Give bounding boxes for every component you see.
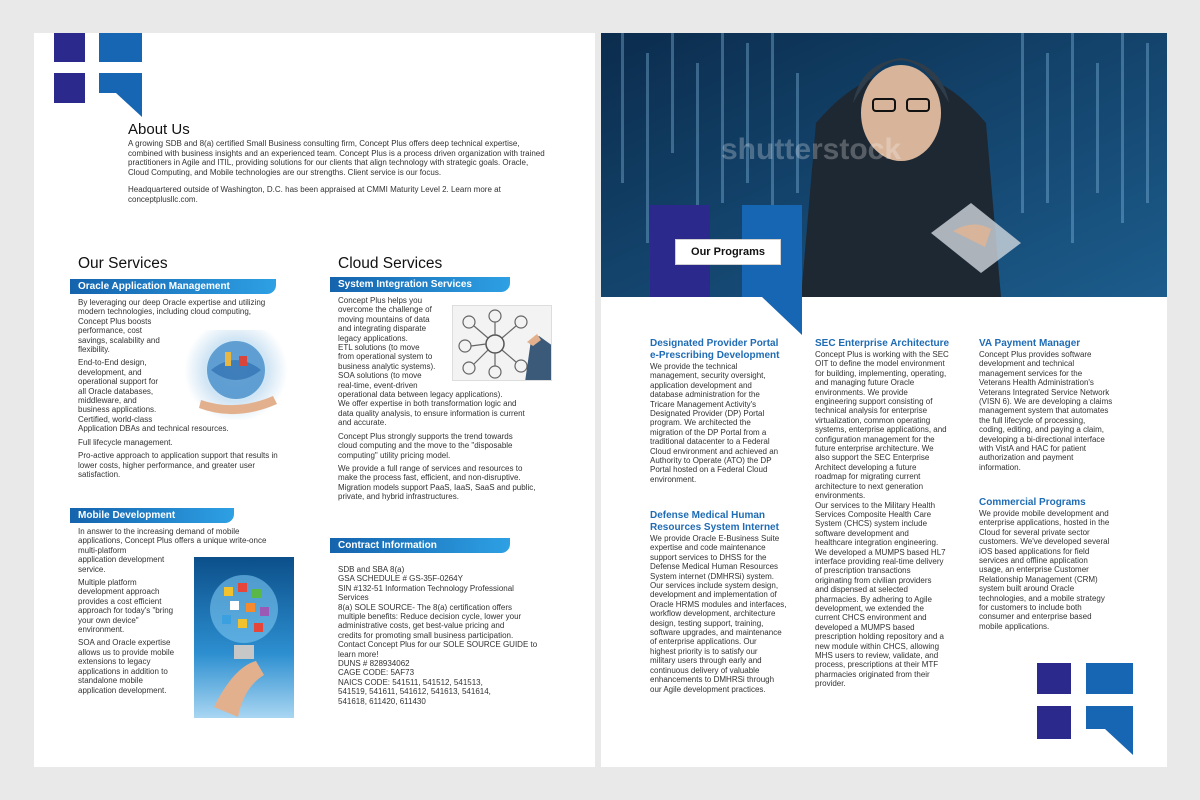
text-line: also support the SEC Enterprise	[815, 453, 930, 463]
text-line: Designated Provider (DP) Portal	[650, 409, 765, 419]
cloud-services-heading: Cloud Services	[338, 255, 443, 272]
text-line: future enterprise architecture. We	[815, 444, 934, 454]
text-line: 541519, 541611, 541612, 541613, 541614,	[338, 687, 491, 697]
text-line: NAICS CODE: 541511, 541512, 541513,	[338, 677, 483, 687]
hero-watermark: shutterstock	[721, 133, 902, 166]
commercial-text	[979, 509, 1149, 631]
text-line: Resources System Internet	[650, 521, 779, 533]
text-line: Relationship Management (CRM)	[979, 574, 1098, 584]
text-line: continuous delivery of valuable	[650, 665, 760, 675]
text-line: usage, an enterprise Customer	[979, 565, 1089, 575]
text-line: migration of the DP Portal from a	[650, 427, 767, 437]
text-line: provider.	[815, 679, 846, 689]
text-line: expertise and code maintenance	[650, 543, 766, 553]
text-line: 541618, 611420, 611430	[338, 696, 426, 706]
text-line: e-Prescribing Development	[650, 349, 780, 361]
text-line: approach for today's "bring	[78, 606, 174, 616]
oracle-text: By leveraging our deep Oracle expertise and utilizing modern technologies, including cloud computing, Concept Plus boosts performance, cost savings, scalability and flexibility. End-to-End design, development, and operational support for all Oracle databases, middleware, and business applications. Certified, world-class Application DBAs and technical resources. Full lifecycle management. Pro-active approach to application support that results in lower costs, higher performance, and greater user satisfaction.	[78, 298, 298, 483]
dmhrs-title	[650, 510, 810, 533]
commercial-title	[979, 497, 1149, 509]
globe-in-hand-image	[181, 330, 291, 420]
text-line: extensions to legacy	[78, 657, 151, 667]
text-line: Oracle HRMS modules and interfaces,	[650, 599, 787, 609]
text-line: MHS users to review, validate, and	[815, 651, 939, 660]
dp-portal-text	[650, 362, 810, 484]
text-line: Veterans Health Administration's	[979, 378, 1094, 388]
text-line: technical analysis for enterprise	[815, 406, 928, 416]
text-line: applications, Concept Plus offers a unique write-once	[78, 536, 267, 546]
text-line: of prescription transactions	[815, 566, 911, 576]
text-line: your own device"	[78, 615, 139, 625]
text-line: Concept Plus is working with the SEC	[815, 350, 949, 359]
text-line: make the process fast, efficient, and non-disruptive.	[338, 473, 521, 483]
text-line: Certified, world-class	[78, 414, 153, 424]
text-line: lower costs, higher performance, and greater user	[78, 460, 255, 470]
text-line: highest priority is to satisfy our	[650, 646, 758, 656]
text-line: design, testing support, training,	[650, 618, 764, 628]
text-line: Defense Medical Human	[650, 510, 766, 521]
text-line: software upgrades, and maintenance	[650, 628, 782, 638]
contract-information-text	[338, 565, 558, 710]
text-line: for building, implementing, operating,	[815, 368, 947, 378]
our-programs-label: Our Programs	[675, 239, 781, 265]
text-line: Defense Medical Human Resources	[650, 562, 779, 572]
text-line: workflow development, architecture	[650, 609, 776, 619]
text-line: Services Composite Health Care	[815, 509, 932, 519]
programs-logo-icon	[650, 205, 802, 335]
text-line: We provide the technical	[650, 362, 738, 371]
text-line: database administration for the	[650, 390, 760, 400]
about-us-heading: About Us	[128, 121, 190, 138]
text-line: management services for the	[979, 368, 1083, 378]
text-line: cloud computing and the move to the "disposable	[338, 441, 513, 451]
text-line: services and offline application	[979, 556, 1088, 566]
text-line: traditional datacenter to a Federal	[650, 437, 770, 447]
text-line: In answer to the increasing demand of mobile	[78, 527, 240, 536]
text-line: Migration models support PaaS, IaaS, SaaS and public,	[338, 482, 536, 492]
about-us-text	[128, 139, 548, 213]
va-title	[979, 338, 1149, 350]
text-line: originating from civilian providers	[815, 575, 932, 585]
text-line: (VISN 6). We are developing a claims	[979, 397, 1113, 407]
text-line: Contact Concept Plus for our SOLE SOURCE GUIDE to	[338, 640, 538, 650]
text-line: GSA SCHEDULE # GS-35F-0264Y	[338, 574, 463, 584]
text-line: environments.	[815, 491, 866, 501]
text-line: Pro-active approach to application support that results in	[78, 451, 278, 461]
text-line: SIN #132-51 Information Technology Professional	[338, 583, 514, 593]
text-line: coding, editing, and paying a claim,	[979, 425, 1104, 435]
text-line: Concept Plus boosts	[78, 316, 152, 326]
text-line: virtualization, common operating	[815, 415, 931, 425]
text-line: flexibility.	[78, 345, 110, 355]
mobile-bar: Mobile Development	[70, 508, 234, 523]
text-line: all Oracle databases,	[78, 386, 154, 396]
text-line: program. We architected the	[650, 418, 751, 428]
text-line: enhancements to DMHRSi through	[650, 675, 775, 685]
text-line: operational support for	[78, 377, 159, 387]
text-line: prescription holding repository and a	[815, 632, 944, 642]
text-line: and managing future Oracle	[815, 378, 915, 388]
text-line: data quality analysis, to ensure information is current	[338, 408, 525, 418]
text-line: for customers to include both	[979, 603, 1082, 613]
text-line: business analytic systems).	[338, 361, 436, 371]
text-line: multi-platform	[78, 545, 127, 555]
text-line: Authority to Operate (ATO) the DP	[650, 456, 772, 466]
text-line: ETL solutions (to move	[338, 343, 420, 353]
text-line: modern technologies, including cloud computing,	[78, 307, 251, 317]
text-line: Application DBAs and technical resources.	[78, 424, 229, 434]
text-line: DUNS # 828934062	[338, 659, 410, 669]
text-line: real-time, event-driven	[338, 380, 418, 390]
text-line: application development.	[78, 685, 167, 695]
text-line: roadmap for migrating current	[815, 472, 921, 482]
text-line: developed a MUMPS based	[815, 622, 915, 632]
text-line: allows us to provide mobile	[78, 647, 175, 657]
text-line: management, security oversight,	[650, 371, 766, 381]
text-line: current CHCS environment and	[815, 613, 927, 623]
text-line: operational data between legacy applications).	[338, 390, 503, 400]
text-line: private, and hybrid infrastructures.	[338, 492, 459, 502]
text-line: mobile applications.	[979, 621, 1050, 631]
text-line: We provide mobile development and	[979, 509, 1109, 518]
text-line: OIT to define the model environment	[815, 359, 945, 369]
text-line: technologies, and a mobile strategy	[979, 593, 1105, 603]
text-line: applications in addition to	[78, 666, 168, 676]
text-line: with VistA and HAC for patient	[979, 444, 1087, 454]
text-line: credits for promoting small business participation.	[338, 630, 514, 640]
footer-logo-icon	[1037, 663, 1133, 755]
text-line: System (CHCS) system include	[815, 519, 928, 529]
text-line: savings, scalability and	[78, 335, 160, 345]
text-line: middleware, and	[78, 396, 137, 406]
left-page	[34, 33, 595, 767]
text-line: from operational system to	[338, 352, 433, 362]
text-line: interface providing real-time delivery	[815, 556, 944, 566]
touchscreen-diagram-image	[452, 305, 552, 381]
text-line: performance, cost	[78, 326, 143, 336]
text-line: System internet (DMHRSi) system.	[650, 571, 775, 581]
text-line: application development and	[650, 380, 752, 390]
concept-plus-logo-icon	[54, 33, 142, 117]
text-line: architecture to next generation	[815, 481, 924, 491]
contract-information-bar: Contract Information	[330, 538, 510, 553]
text-line: standalone mobile	[78, 676, 143, 686]
text-line: Concept Plus strongly supports the trend towards	[338, 431, 513, 441]
text-line: information.	[979, 462, 1021, 472]
text-line: We developed a MUMPS based HL7	[815, 547, 946, 557]
text-line: SEC Enterprise Architecture	[815, 338, 950, 349]
text-line: configuration management for the	[815, 434, 935, 444]
text-line: SDB and SBA 8(a)	[338, 565, 405, 574]
text-line: environments. We provide	[815, 387, 908, 397]
text-line: application development	[78, 555, 165, 565]
text-line: provides a cost efficient	[78, 596, 162, 606]
sec-text	[815, 350, 975, 689]
text-line: Our services include system design,	[650, 581, 779, 591]
text-line: developing a bi-directional interface	[979, 434, 1105, 444]
text-line: We provide Oracle E-Business Suite	[650, 534, 780, 543]
about-paragraph-2: Headquartered outside of Washington, D.C. has been appraised at CMMI Maturity Level 2. Learn more at conceptplusllc.com.	[128, 185, 501, 204]
text-line: authorization and payment	[979, 453, 1074, 463]
text-line: environment.	[78, 625, 125, 635]
oracle-bar: Oracle Application Management	[70, 279, 276, 294]
text-line: Commercial Programs	[979, 497, 1086, 508]
text-line: management system that automates	[979, 406, 1109, 416]
dmhrs-text	[650, 534, 810, 694]
text-line: By leveraging our deep Oracle expertise and utilizing	[78, 298, 266, 307]
text-line: development, we extended the	[815, 603, 924, 613]
lightbulb-icon	[194, 557, 294, 718]
text-line: Services	[338, 593, 369, 603]
text-line: learn more!	[338, 649, 379, 659]
text-line: Our services to the Military Health	[815, 500, 936, 510]
text-line: pharmacies originated from their	[815, 669, 930, 679]
text-line: We provide a full range of services and resources to	[338, 463, 523, 473]
va-text	[979, 350, 1149, 472]
text-line: software development and	[815, 528, 909, 538]
text-line: consumer and enterprise based	[979, 612, 1092, 622]
text-line: development and implementation of	[650, 590, 777, 600]
globe-icon	[181, 330, 291, 420]
text-line: and accurate.	[338, 418, 387, 428]
text-line: CAGE CODE: 5AF73	[338, 668, 415, 678]
text-line: our Agile development practices.	[650, 684, 766, 694]
text-line: development, and	[78, 367, 142, 377]
text-line: Designated Provider Portal	[650, 338, 779, 349]
text-line: pharmacies. By adhering to Agile	[815, 594, 932, 604]
text-line: development approach	[78, 587, 160, 597]
text-line: SOA solutions (to move	[338, 371, 422, 381]
text-line: development and technical	[979, 359, 1075, 369]
text-line: systems, enterprise applications, and	[815, 425, 947, 435]
text-line: moving mountains of data	[338, 314, 430, 324]
text-line: enterprise applications, hosted in the	[979, 518, 1110, 528]
text-line: legacy applications.	[338, 333, 408, 343]
text-line: and integrating disparate	[338, 324, 427, 334]
text-line: business applications.	[78, 405, 157, 415]
text-line: Cloud environment and achieved an	[650, 446, 779, 456]
text-line: iOS based applications for field	[979, 546, 1090, 556]
text-line: We offer expertise in both transformation logic and	[338, 399, 517, 409]
text-line: overcome the challenge of	[338, 305, 432, 315]
text-line: environment.	[650, 474, 697, 484]
text-line: multiple benefits: Reduce decision cycle, lower your	[338, 612, 522, 622]
text-line: military users through early and	[650, 656, 762, 666]
text-line: new module within CHCS, allowing	[815, 641, 940, 651]
text-line: Cloud for several private sector	[979, 527, 1090, 537]
text-line: End-to-End design,	[78, 358, 147, 368]
text-line: system built around Oracle	[979, 584, 1075, 594]
text-line: 8(a) SOLE SOURCE- The 8(a) certification offers	[338, 602, 512, 612]
text-line: and dispensed at selected	[815, 585, 908, 595]
sec-title	[815, 338, 975, 350]
text-line: service.	[78, 564, 106, 574]
text-line: Concept Plus provides software	[979, 350, 1092, 359]
text-line: Multiple platform	[78, 578, 137, 588]
text-line: healthcare integration engineering.	[815, 538, 939, 548]
text-line: the full lifecycle of processing,	[979, 415, 1086, 425]
text-line: SOA and Oracle expertise	[78, 638, 171, 648]
our-services-heading: Our Services	[78, 255, 168, 272]
text-line: Architect developing a future	[815, 462, 917, 472]
right-page	[601, 33, 1167, 767]
text-line: Concept Plus helps you	[338, 296, 423, 305]
text-line: administrative costs, get best-value pricing and	[338, 621, 505, 631]
text-line: satisfaction.	[78, 469, 121, 479]
text-line: Tricare Management Activity's	[650, 399, 757, 409]
network-diagram-icon	[453, 306, 552, 381]
text-line: of enterprise applications. Our	[650, 637, 757, 647]
lightbulb-apps-image	[194, 557, 294, 718]
text-line: customers. We've developed several	[979, 537, 1110, 547]
text-line: support services to DHSS for the	[650, 552, 767, 562]
text-line: engineering support consisting of	[815, 397, 933, 407]
text-line: Veterans Integrated Service Network	[979, 387, 1110, 397]
about-paragraph-1: A growing SDB and 8(a) certified Small Business consulting firm, Concept Plus offers deep technical expertise, combined with business insights and an experienced team. Concept Plus is a process driven organization with trained practitioners in Agile and ITIL, providing solutions for our clients that align technology with strategic goals. Oracle, Cloud Computing, and Mobile technologies are our strengths. Client service is our focus.	[128, 139, 545, 177]
text-line: VA Payment Manager	[979, 338, 1081, 349]
text-line: computing" utility pricing model.	[338, 450, 451, 460]
system-integration-bar: System Integration Services	[330, 277, 510, 292]
text-line: process, prescriptions at their MTF	[815, 660, 939, 670]
dp-portal-title	[650, 338, 810, 361]
text-line: Portal hosted on a Federal Cloud	[650, 465, 768, 475]
